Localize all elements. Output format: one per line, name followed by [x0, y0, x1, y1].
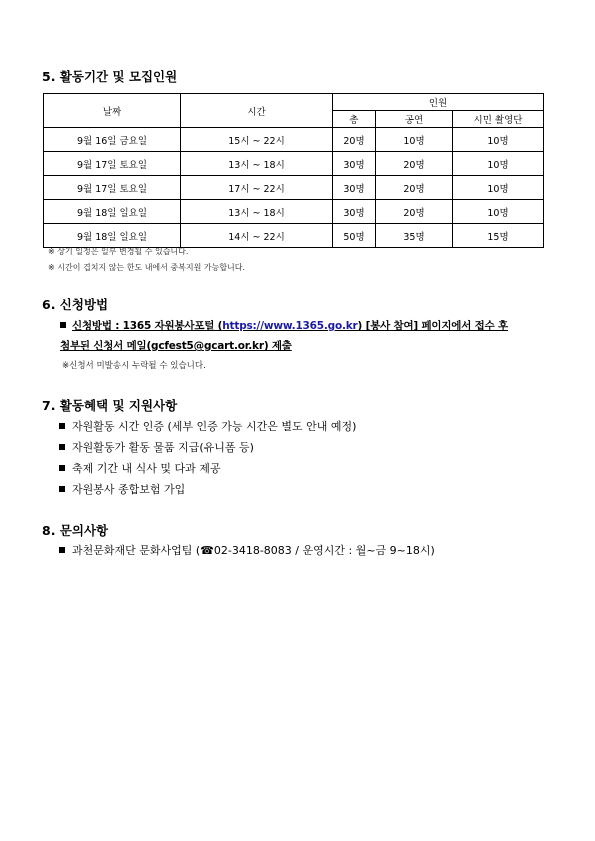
- cell-total: 30명: [333, 152, 376, 176]
- cell-citizen-crew: 10명: [453, 200, 544, 224]
- cell-time: 13시 ~ 18시: [181, 200, 333, 224]
- cell-date: 9월 17일 토요일: [44, 152, 181, 176]
- cell-performance: 20명: [376, 200, 453, 224]
- header-total: 총: [333, 111, 376, 128]
- apply-method-suffix: ) [봉사 참여] 페이지에서 접수 후: [357, 320, 508, 332]
- section8-title: 8. 문의사항: [42, 523, 109, 538]
- benefit-item: [59, 460, 221, 476]
- bullet-square-icon: [60, 322, 66, 328]
- contact-text: 과천문화재단 문화사업팀 (☎02-3418-8083 / 운영시간 : 월~금 9~18시): [72, 544, 435, 557]
- cell-date: 9월 18일 일요일: [44, 224, 181, 248]
- volunteer-portal-link[interactable]: https://www.1365.go.kr: [222, 320, 358, 332]
- header-time: 시간: [181, 94, 333, 128]
- cell-date: 9월 16일 금요일: [44, 128, 181, 152]
- cell-citizen-crew: 10명: [453, 128, 544, 152]
- section6-title: 6. 신청방법: [42, 297, 109, 312]
- benefit-item: [59, 418, 356, 434]
- table-row: [44, 128, 544, 152]
- table-row: [44, 200, 544, 224]
- cell-performance: 20명: [376, 176, 453, 200]
- header-people: 인원: [333, 94, 544, 111]
- section7-title: 7. 활동혜택 및 지원사항: [42, 398, 178, 413]
- cell-total: 50명: [333, 224, 376, 248]
- cell-performance: 35명: [376, 224, 453, 248]
- apply-submit-line: 첨부된 신청서 메일(gcfest5@gcart.or.kr) 제출: [60, 340, 292, 352]
- cell-total: 30명: [333, 200, 376, 224]
- cell-citizen-crew: 10명: [453, 176, 544, 200]
- bullet-square-icon: [59, 486, 65, 492]
- cell-time: 15시 ~ 22시: [181, 128, 333, 152]
- header-citizen-crew: 시민 촬영단: [453, 111, 544, 128]
- schedule-note: ※ 시간이 겹치지 않는 한도 내에서 중복지원 가능합니다.: [48, 263, 246, 272]
- bullet-square-icon: [59, 547, 65, 553]
- bullet-square-icon: [59, 423, 65, 429]
- apply-note: ※신청서 미발송시 누락될 수 있습니다.: [62, 361, 206, 371]
- table-row: [44, 176, 544, 200]
- apply-method-line: [60, 318, 508, 333]
- cell-total: 30명: [333, 176, 376, 200]
- benefit-text: 자원활동 시간 인증 (세부 인증 가능 시간은 별도 안내 예정): [72, 420, 357, 433]
- benefit-text: 축제 기간 내 식사 및 다과 제공: [72, 462, 221, 475]
- cell-time: 14시 ~ 22시: [181, 224, 333, 248]
- benefit-text: 자원봉사 종합보험 가입: [72, 483, 186, 496]
- apply-method-prefix: 신청방법 : 1365 자원봉사포털 (: [72, 320, 223, 332]
- cell-time: 17시 ~ 22시: [181, 176, 333, 200]
- header-date: 날짜: [44, 94, 181, 128]
- bullet-square-icon: [59, 444, 65, 450]
- cell-date: 9월 17일 토요일: [44, 176, 181, 200]
- table-row: [44, 152, 544, 176]
- cell-performance: 20명: [376, 152, 453, 176]
- cell-date: 9월 18일 일요일: [44, 200, 181, 224]
- benefit-text: 자원활동가 활동 물품 지급(유니폼 등): [72, 441, 254, 454]
- cell-performance: 10명: [376, 128, 453, 152]
- cell-citizen-crew: 10명: [453, 152, 544, 176]
- benefit-item: [59, 481, 185, 497]
- benefit-item: [59, 439, 254, 455]
- bullet-square-icon: [59, 465, 65, 471]
- cell-citizen-crew: 15명: [453, 224, 544, 248]
- cell-total: 20명: [333, 128, 376, 152]
- section5-title: 5. 활동기간 및 모집인원: [42, 69, 178, 84]
- table-row: [44, 224, 544, 248]
- schedule-note: ※ 상기 일정은 일부 변경될 수 있습니다.: [48, 247, 189, 256]
- schedule-table: [43, 93, 544, 248]
- header-performance: 공연: [376, 111, 453, 128]
- contact-item: [59, 542, 435, 558]
- cell-time: 13시 ~ 18시: [181, 152, 333, 176]
